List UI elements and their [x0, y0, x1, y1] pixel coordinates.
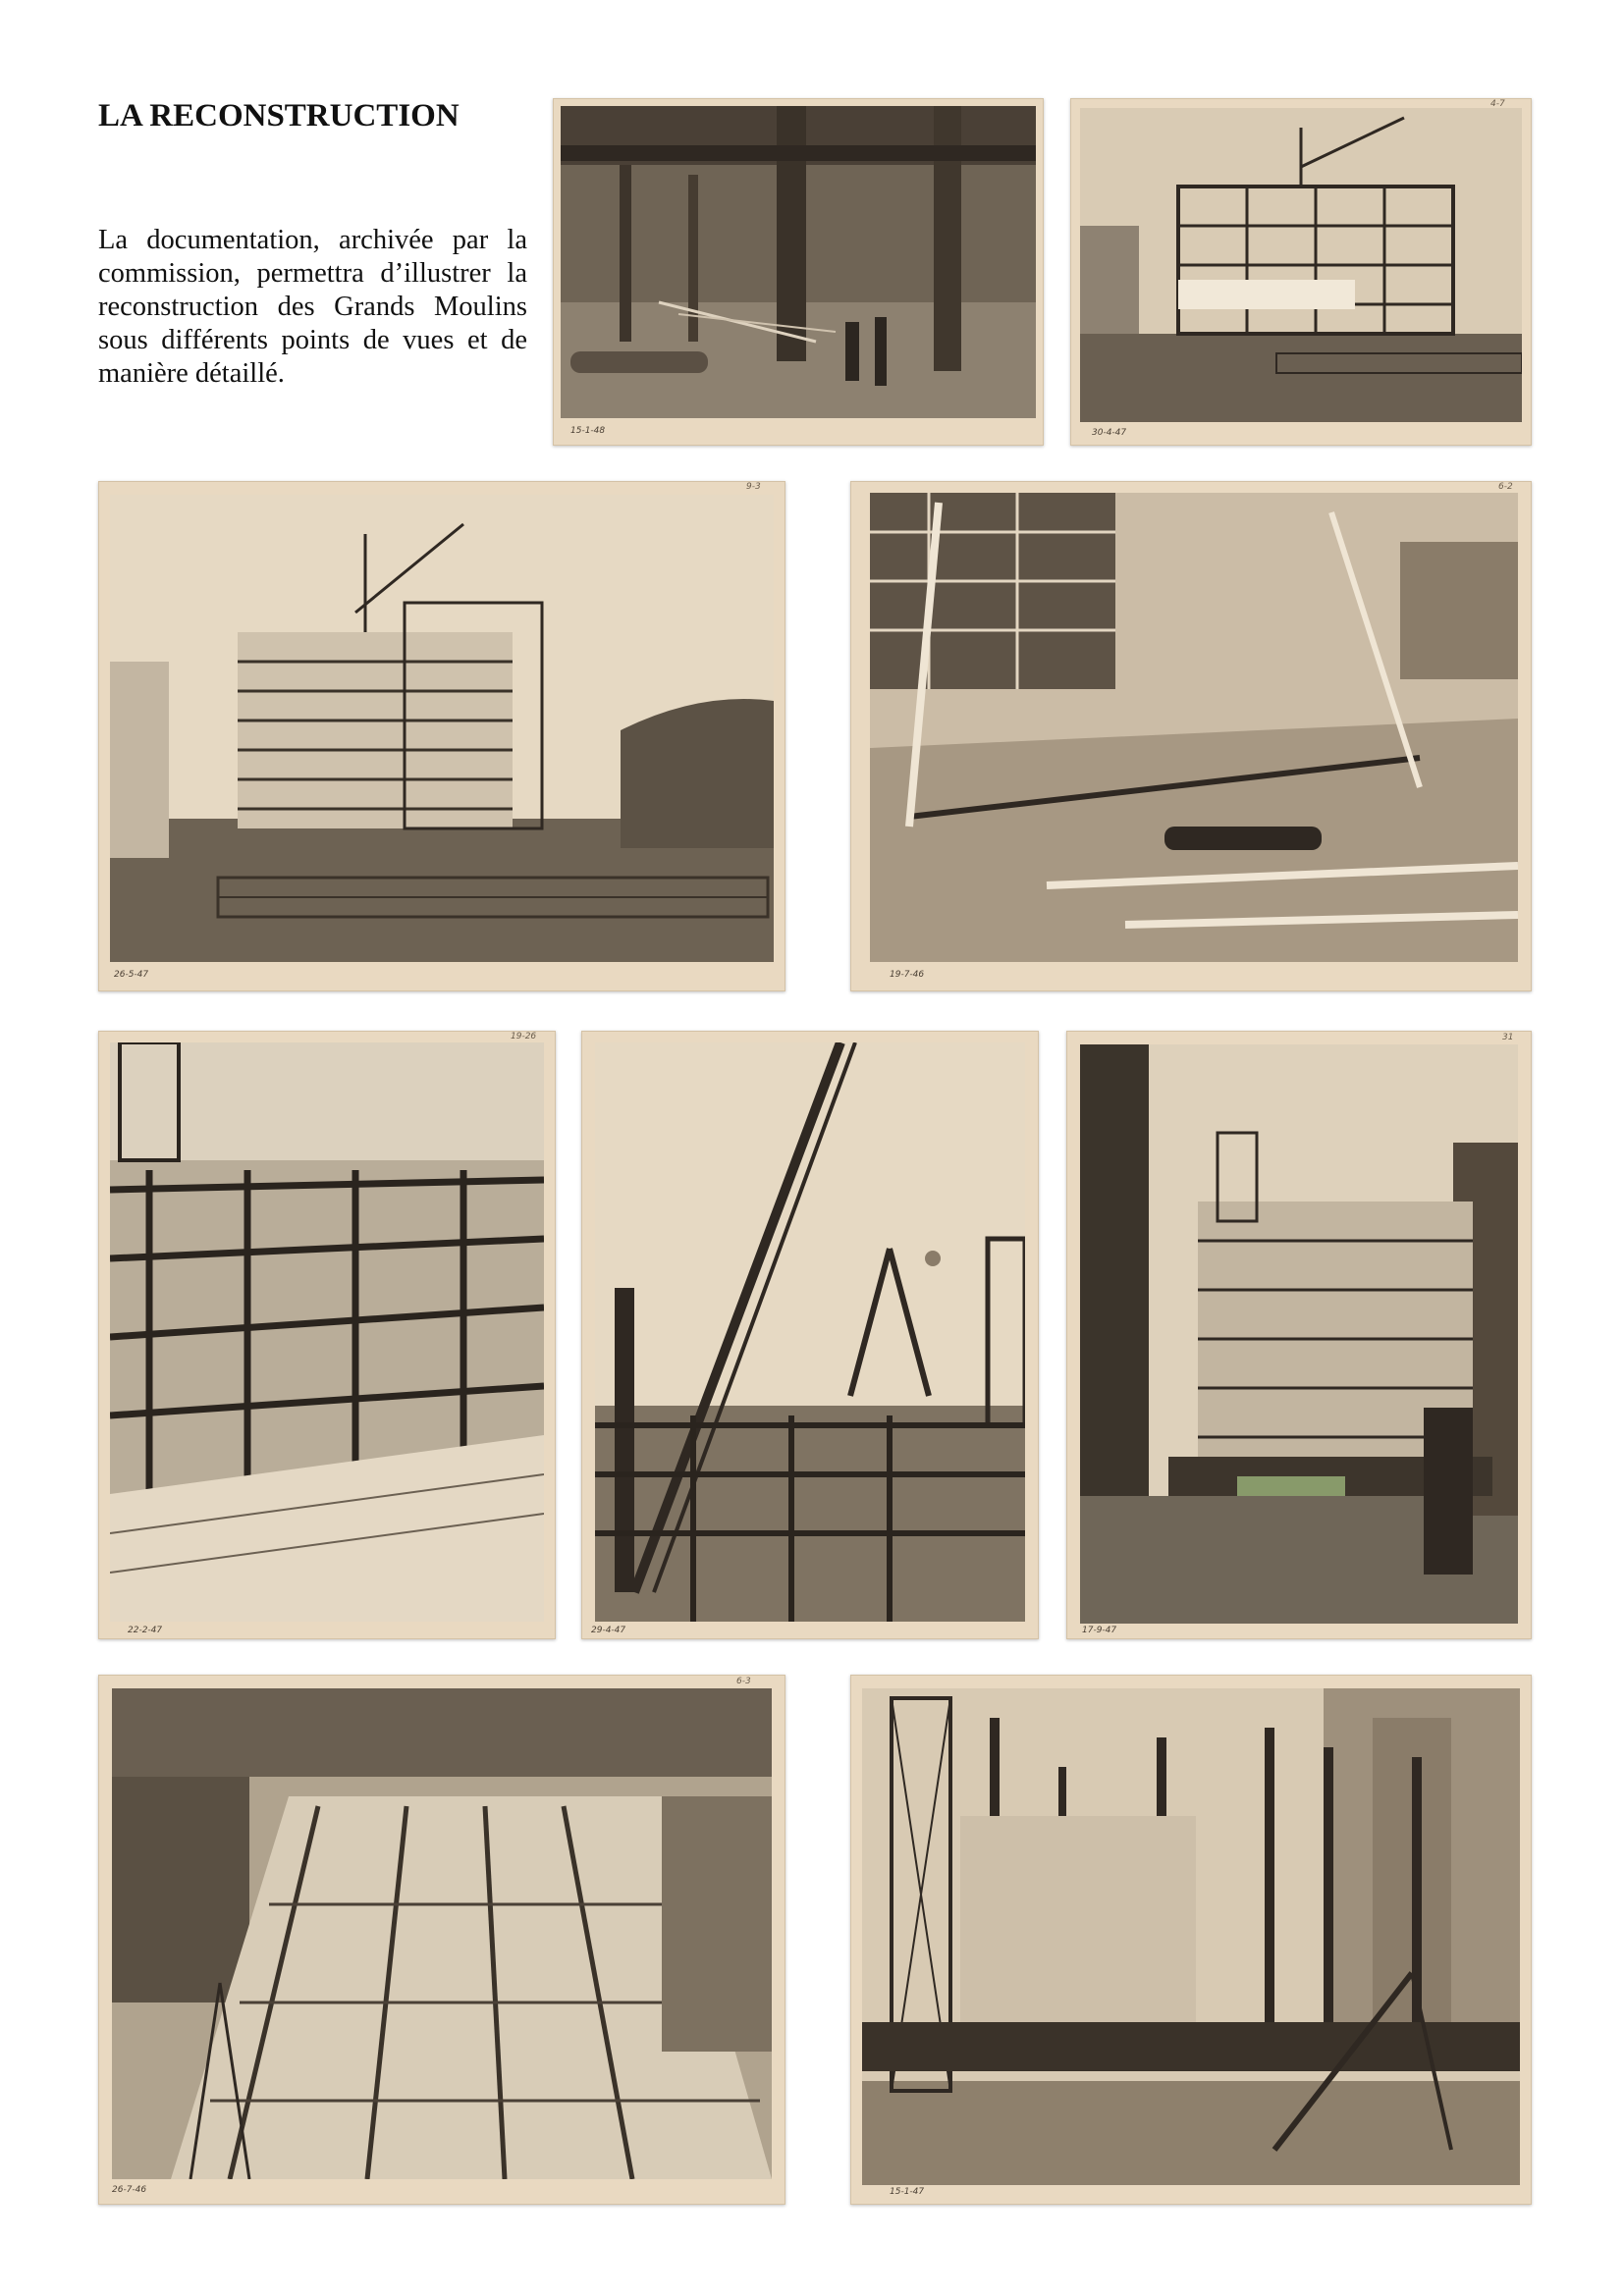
- construction-photo-image: [862, 1688, 1520, 2185]
- photo-ref: 6-2: [1498, 482, 1513, 492]
- photo-steel-frame-workers: [553, 98, 1044, 446]
- photo-date: 26-5-47: [114, 970, 149, 980]
- photo-ref: 9-3: [746, 482, 761, 492]
- photo-date: 15-1-48: [570, 426, 606, 436]
- photo-date: 29-4-47: [591, 1626, 626, 1635]
- construction-photo-image: [112, 1688, 772, 2179]
- photo-date: 22-2-47: [128, 1626, 163, 1635]
- photo-steel-columns-church: [850, 1675, 1532, 2205]
- construction-photo-image: [110, 495, 774, 962]
- photo-workers-formwork: [850, 481, 1532, 991]
- photo-ref: 4-7: [1490, 99, 1505, 109]
- photo-building-frame-crane: [1070, 98, 1532, 446]
- construction-photo-image: [110, 1042, 544, 1622]
- construction-photo-image: [561, 106, 1036, 418]
- photo-mill-building-bridge: [98, 481, 785, 991]
- page-title: LA RECONSTRUCTION: [98, 98, 460, 133]
- photo-ref: 31: [1502, 1033, 1514, 1042]
- photo-ref: 6-3: [736, 1677, 751, 1686]
- photo-date: 17-9-47: [1082, 1626, 1117, 1635]
- photo-date: 15-1-47: [890, 2187, 925, 2197]
- construction-photo-image: [1080, 1044, 1518, 1624]
- photo-date: 19-7-46: [890, 970, 925, 980]
- photo-steel-grid-upper: [98, 1031, 556, 1639]
- photo-date: 26-7-46: [112, 2185, 147, 2195]
- photo-date: 30-4-47: [1092, 428, 1127, 438]
- photo-lattice-crane-frame: [581, 1031, 1039, 1639]
- construction-photo-image: [1080, 108, 1522, 422]
- photo-ref: 19-26: [511, 1032, 537, 1041]
- construction-photo-image: [595, 1042, 1025, 1622]
- construction-photo-image: [870, 493, 1518, 962]
- photo-building-over-river: [1066, 1031, 1532, 1639]
- intro-paragraph: La documentation, archivée par la commission, permettra d’illustrer la reconstruction des Grands Moulins sous différents points de vues et de manière détaillé.: [98, 225, 527, 389]
- photo-foundation-works: [98, 1675, 785, 2205]
